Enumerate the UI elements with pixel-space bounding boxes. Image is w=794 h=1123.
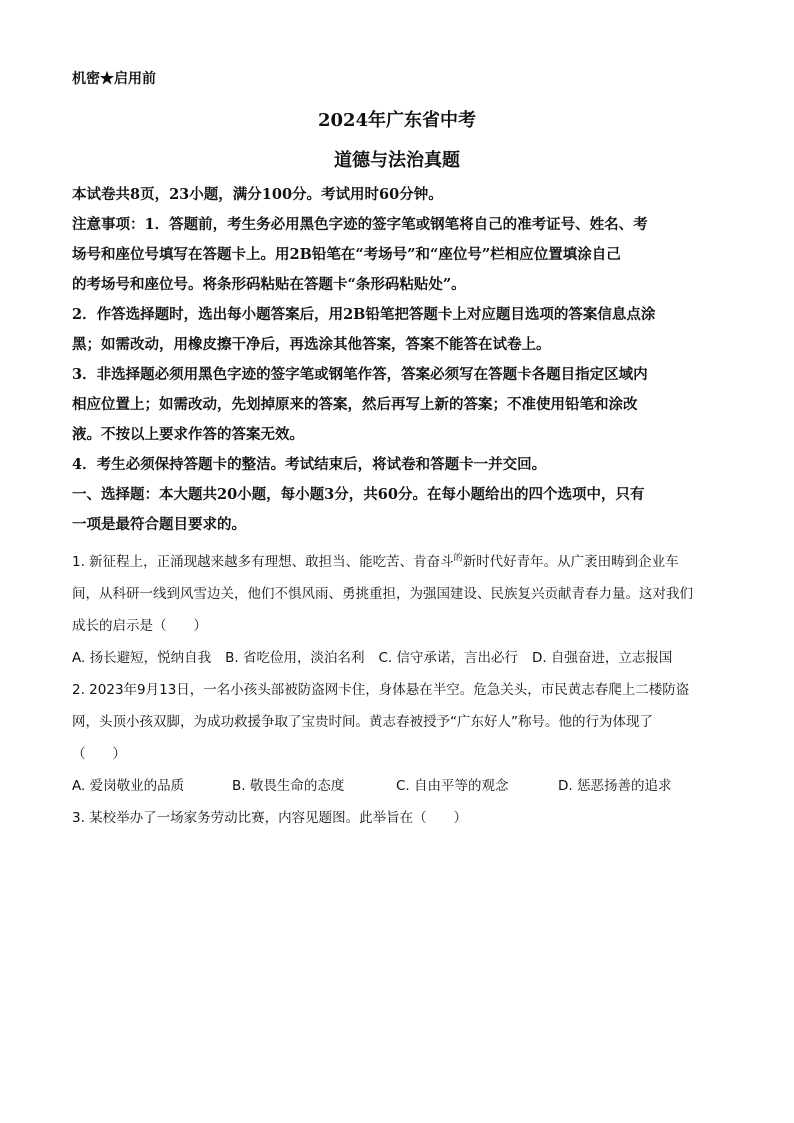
question-2-option-c: C. 自由平等的观念 (396, 778, 509, 794)
question-2-option-b: B. 敬畏生命的态度 (232, 778, 345, 794)
section-heading-line-1: 一、选择题：本大题共20小题，每小题3分，共60分。在每小题给出的四个选项中，只有 (72, 486, 645, 503)
question-1-line-3: 成长的启示是（ ） (72, 618, 207, 634)
question-1-option-c: C. 信守承诺，言出必行 (378, 650, 518, 666)
question-2-option-d: D. 惩恶扬善的追求 (558, 778, 672, 794)
section-heading (72, 480, 722, 540)
note-3-line-1: 3．非选择题必须用黑色字迹的签字笔或钢笔作答，答案必须写在答题卡各题目指定区域内 (72, 366, 648, 383)
question-1-option-a: A. 扬长避短，悦纳自我 (72, 650, 212, 666)
question-2 (72, 674, 722, 802)
question-1-text-a: 1. 新征程上，正涌现越来越多有理想、敢担当、能吃苦、肯奋斗 (72, 554, 454, 570)
instructions-block (72, 180, 722, 480)
exam-title: 2024年广东省中考 (317, 110, 477, 131)
question-1-option-b: B. 省吃俭用，淡泊名利 (225, 650, 365, 666)
question-2-options (72, 770, 722, 802)
note-1-line-1: 注意事项：1．答题前，考生务必用黑色字迹的签字笔或钢笔将自己的准考证号、姓名、考 (72, 216, 648, 233)
confidential-label: 机密★启用前 (72, 71, 156, 87)
question-1-line-2: 间，从科研一线到风雪边关，他们不惧风雨、勇挑重担，为强国建设、民族复兴贡献青春力量。这对我们 (72, 586, 693, 602)
question-1-option-d: D. 自强奋进，立志报国 (531, 650, 673, 666)
note-3-line-2: 相应位置上；如需改动，先划掉原来的答案，然后再写上新的答案；不准使用铅笔和涂改 (72, 396, 638, 413)
section-heading-line-2: 一项是最符合题目要求的。 (72, 516, 246, 533)
question-3-line-1: 3. 某校举办了一场家务劳动比赛，内容见题图。此举旨在（ ） (72, 810, 468, 826)
note-4: 4．考生必须保持答题卡的整洁。考试结束后，将试卷和答题卡一并交回。 (72, 456, 547, 473)
note-1-line-3: 的考场号和座位号。将条形码粘贴在答题卡“条形码粘贴处”。 (72, 276, 466, 293)
question-2-line-3: （ ） (72, 746, 126, 762)
note-2-line-2: 黑；如需改动，用橡皮擦干净后，再选涂其他答案，答案不能答在试卷上。 (72, 336, 551, 353)
note-1-line-2: 场号和座位号填写在答题卡上。用2B铅笔在“考场号”和“座位号”栏相应位置填涂自己 (72, 246, 621, 263)
exam-subject-title: 道德与法治真题 (334, 150, 460, 171)
question-1-superscript: 的 (453, 553, 463, 564)
question-2-line-2: 网，头顶小孩双脚，为成功救援争取了宝贵时间。黄志春被授予“广东好人”称号。他的行为体现了 (72, 714, 653, 730)
question-1 (72, 546, 722, 674)
note-2-line-1: 2．作答选择题时，选出每小题答案后，用2B铅笔把答题卡上对应题目选项的答案信息点涂 (72, 306, 656, 323)
question-1-line-1 (72, 546, 722, 578)
note-3-line-3: 液。不按以上要求作答的答案无效。 (72, 426, 304, 443)
question-1-text-b: 新时代好青年。从广袤田畴到企业车 (462, 554, 679, 570)
question-2-line-1: 2. 2023年9月13日，一名小孩头部被防盗网卡住，身体悬在半空。危急关头，市民黄志春爬上二楼防盗 (72, 682, 690, 698)
question-3 (72, 802, 722, 834)
question-1-options (72, 642, 722, 674)
exam-summary: 本试卷共8页，23小题，满分100分。考试用时60分钟。 (72, 186, 443, 203)
question-2-option-a: A. 爱岗敬业的品质 (72, 778, 185, 794)
